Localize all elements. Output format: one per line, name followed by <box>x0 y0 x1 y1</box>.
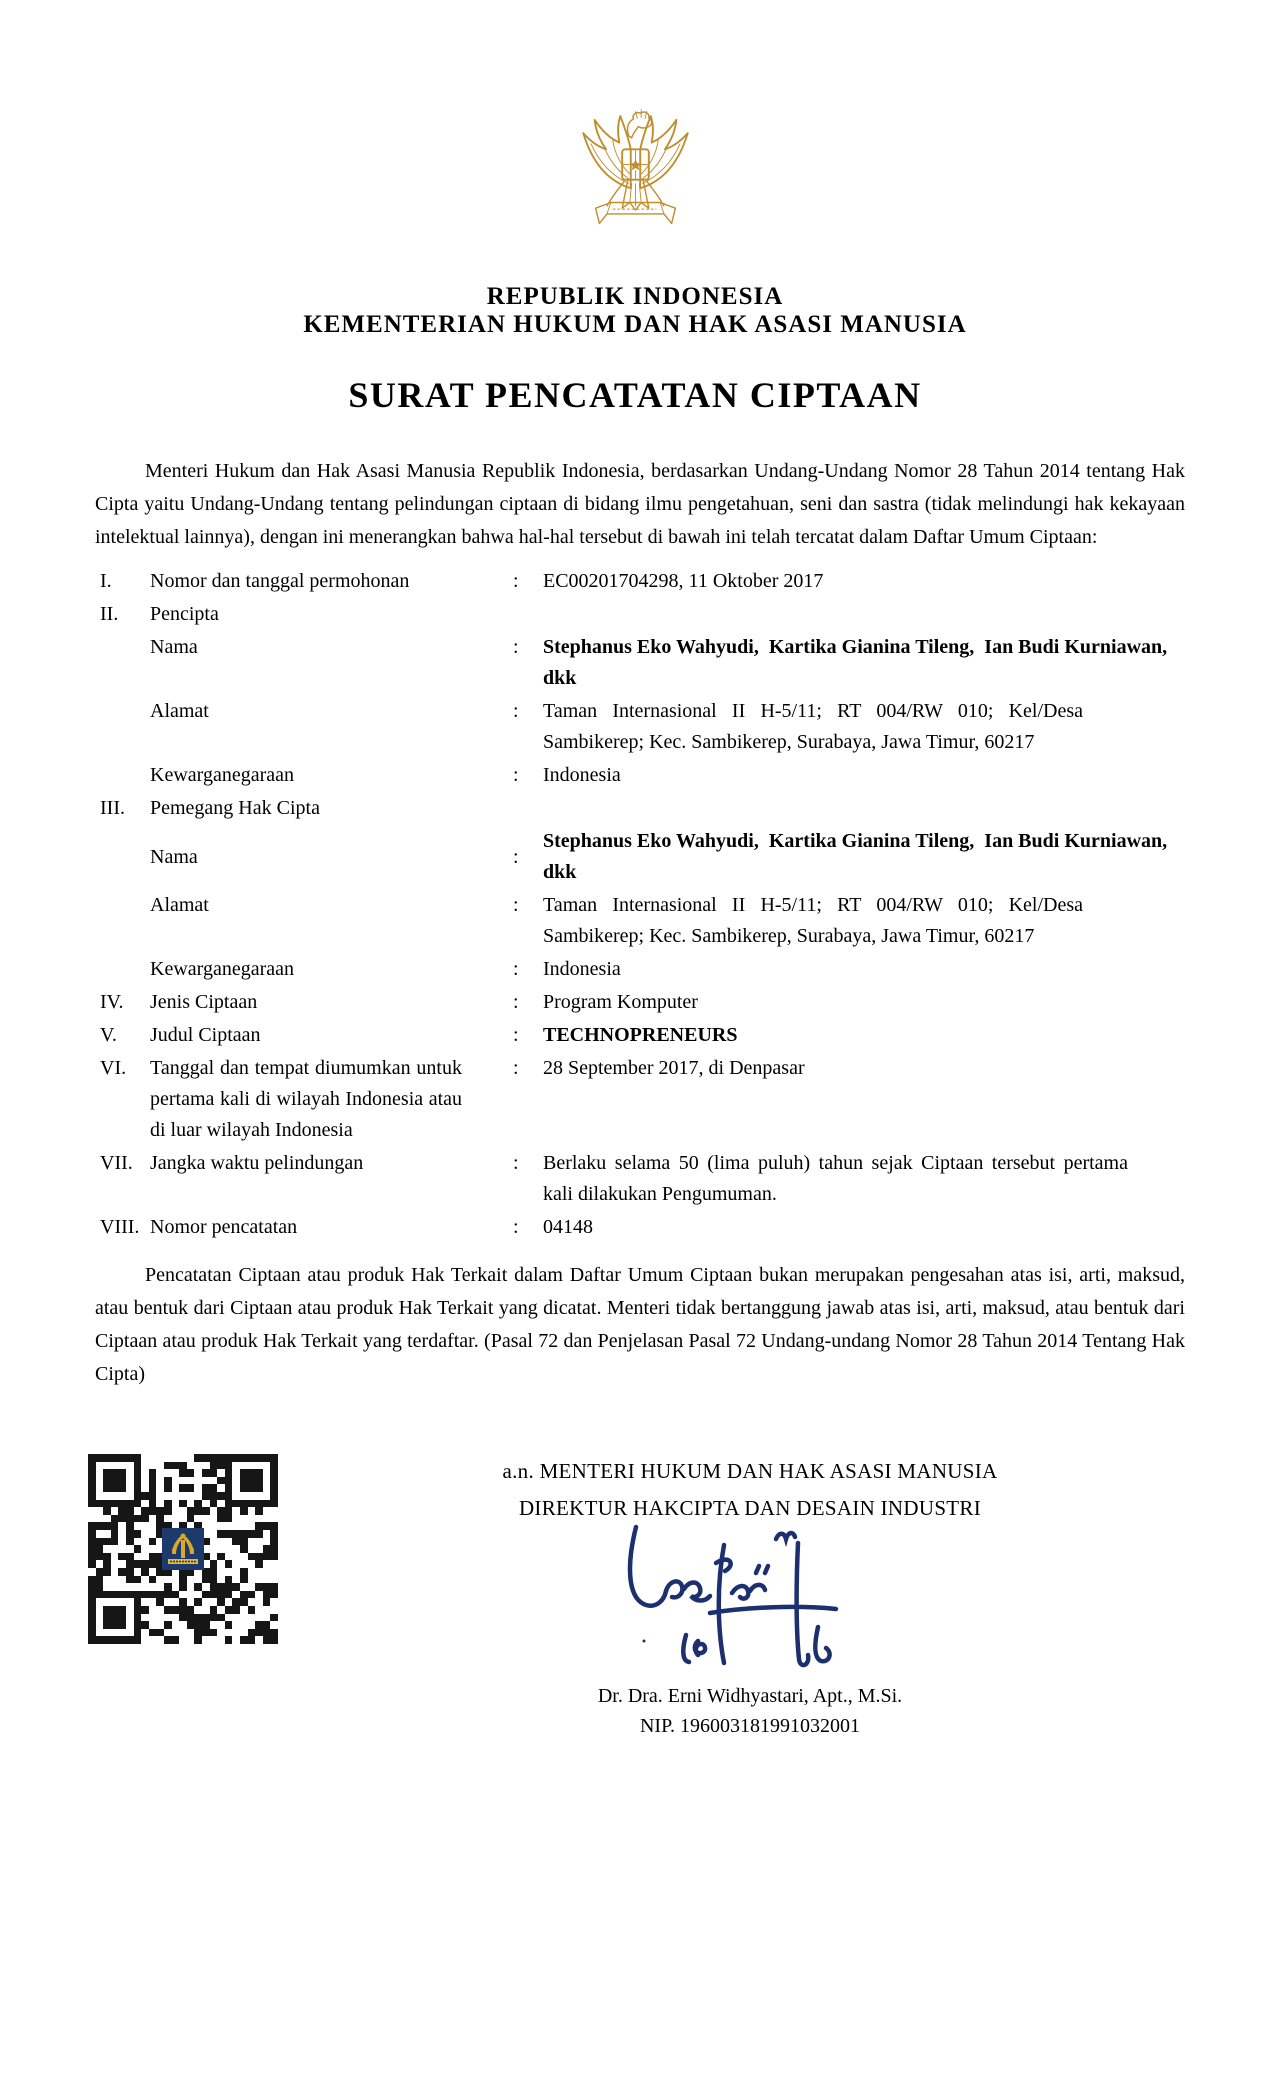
item-numeral: VI. <box>100 1057 127 1079</box>
item-row-jenis-ciptaan <box>95 987 1185 1018</box>
item-row-pemegang-hak-cipta <box>95 793 1185 824</box>
on-behalf-line: a.n. MENTERI HUKUM DAN HAK ASASI MANUSIA <box>502 1459 998 1483</box>
item-value: Program Komputer <box>543 991 698 1013</box>
item-value: Indonesia <box>543 958 621 980</box>
signatory-nip: NIP. 196003181991032001 <box>639 1715 860 1737</box>
intro-paragraph: Menteri Hukum dan Hak Asasi Manusia Republik Indonesia, berdasarkan Undang-Undang Nomor 28 Tahun 2014 tentang Hak Cipta yaitu Undang-Undang tentang pelindungan ciptaan di bidang ilmu pengetahuan, seni dan sastra (tidak melindungi hak kekayaan intelektual lainnya), dengan ini menerangkan bahwa hal-hal tersebut di bawah ini telah tercatat dalam Daftar Umum Ciptaan: <box>95 460 1185 548</box>
item-row-pemegang-alamat <box>95 890 1185 952</box>
item-value: Berlaku selama 50 (lima puluh) tahun sejak Ciptaan tersebut pertama kali dilakukan Pengumuman. <box>543 1152 1128 1205</box>
item-row-pencipta-kewarganegaraan <box>95 760 1185 791</box>
signatory-block <box>330 1453 1170 1741</box>
letterhead <box>0 283 1270 339</box>
item-label: Kewarganegaraan <box>150 958 294 980</box>
item-label: Kewarganegaraan <box>150 764 294 786</box>
item-value: EC00201704298, 11 Oktober 2017 <box>543 570 824 592</box>
item-numeral: VIII. <box>100 1216 140 1238</box>
item-value: 28 September 2017, di Denpasar <box>543 1057 805 1079</box>
item-value: Taman Internasional II H-5/11; RT 004/RW 010; Kel/Desa Sambikerep; Kec. Sambikerep, Surabaya, Jawa Timur, 60217 <box>543 700 1083 753</box>
item-label: Nomor dan tanggal permohonan <box>150 570 410 592</box>
item-numeral: V. <box>100 1024 117 1046</box>
item-value: Taman Internasional II H-5/11; RT 004/RW 010; Kel/Desa Sambikerep; Kec. Sambikerep, Surabaya, Jawa Timur, 60217 <box>543 894 1083 947</box>
items-list <box>95 566 1185 1243</box>
colon-separator: : <box>513 894 519 916</box>
item-row-pemegang-nama <box>95 826 1185 888</box>
item-label: Judul Ciptaan <box>150 1024 261 1046</box>
item-row-pencipta <box>95 599 1185 630</box>
pengayoman-ministry-logo-icon <box>162 1528 204 1570</box>
item-row-pencipta-alamat <box>95 696 1185 758</box>
item-row-nomor-permohonan <box>95 566 1185 597</box>
colon-separator: : <box>513 845 519 868</box>
colon-separator: : <box>513 958 519 980</box>
colon-separator: : <box>513 700 519 722</box>
signatory-name: Dr. Dra. Erni Widhyastari, Apt., M.Si. <box>597 1685 903 1707</box>
item-value: Stephanus Eko Wahyudi, Kartika Gianina Tileng, Ian Budi Kurniawan, dkk <box>543 830 1178 883</box>
signature-section <box>0 1453 1270 2033</box>
item-numeral: III. <box>100 797 125 819</box>
colon-separator: : <box>513 570 519 592</box>
item-row-jangka-waktu <box>95 1148 1185 1210</box>
item-row-pemegang-kewarganegaraan <box>95 954 1185 985</box>
item-numeral: I. <box>100 570 112 592</box>
disclaimer-paragraph: Pencatatan Ciptaan atau produk Hak Terkait dalam Daftar Umum Ciptaan bukan merupakan pengesahan atas isi, arti, maksud, atau bentuk dari Ciptaan atau produk Hak Terkait yang dicatat. Menteri tidak bertanggung jawab atas isi, arti, maksud, atau bentuk dari Ciptaan atau produk Hak Terkait yang terdaftar. (Pasal 72 dan Penjelasan Pasal 72 Undang-undang Nomor 28 Tahun 2014 Tentang Hak Cipta) <box>95 1264 1185 1385</box>
item-label: Tanggal dan tempat diumumkan untuk pertama kali di wilayah Indonesia atau di luar wilayah Indonesia <box>150 1057 462 1141</box>
item-label: Alamat <box>150 700 209 722</box>
item-row-nomor-pencatatan <box>95 1212 1185 1243</box>
colon-separator: : <box>513 636 519 658</box>
item-value: Indonesia <box>543 764 621 786</box>
item-label: Nomor pencatatan <box>150 1216 298 1238</box>
item-label: Nama <box>150 845 198 868</box>
item-label: Alamat <box>150 894 209 916</box>
handwritten-signature <box>598 1523 918 1681</box>
item-row-judul-ciptaan <box>95 1020 1185 1051</box>
item-value: TECHNOPRENEURS <box>543 1024 738 1046</box>
item-row-pencipta-nama <box>95 632 1185 694</box>
colon-separator: : <box>513 1057 519 1079</box>
document-title: SURAT PENCATATAN CIPTAAN <box>348 375 922 415</box>
colon-separator: : <box>513 764 519 786</box>
item-label: Jangka waktu pelindungan <box>150 1152 364 1174</box>
colon-separator: : <box>513 1152 519 1174</box>
item-row-tanggal-diumumkan <box>95 1053 1185 1146</box>
item-numeral: VII. <box>100 1152 133 1174</box>
item-label: Jenis Ciptaan <box>150 991 258 1013</box>
colon-separator: : <box>513 1216 519 1238</box>
item-label: Pencipta <box>150 603 219 625</box>
item-numeral: IV. <box>100 991 124 1013</box>
qr-code <box>88 1454 278 1644</box>
item-value: 04148 <box>543 1216 593 1238</box>
item-label: Pemegang Hak Cipta <box>150 797 320 819</box>
garuda-pancasila-icon <box>569 105 702 243</box>
item-value: Stephanus Eko Wahyudi, Kartika Gianina Tileng, Ian Budi Kurniawan, dkk <box>543 636 1178 689</box>
director-line: DIREKTUR HAKCIPTA DAN DESAIN INDUSTRI <box>518 1496 982 1520</box>
item-numeral: II. <box>100 603 119 625</box>
country-name: REPUBLIK INDONESIA <box>486 283 784 310</box>
ministry-name: KEMENTERIAN HUKUM DAN HAK ASASI MANUSIA <box>303 311 967 338</box>
colon-separator: : <box>513 1024 519 1046</box>
colon-separator: : <box>513 991 519 1013</box>
item-label: Nama <box>150 636 198 658</box>
